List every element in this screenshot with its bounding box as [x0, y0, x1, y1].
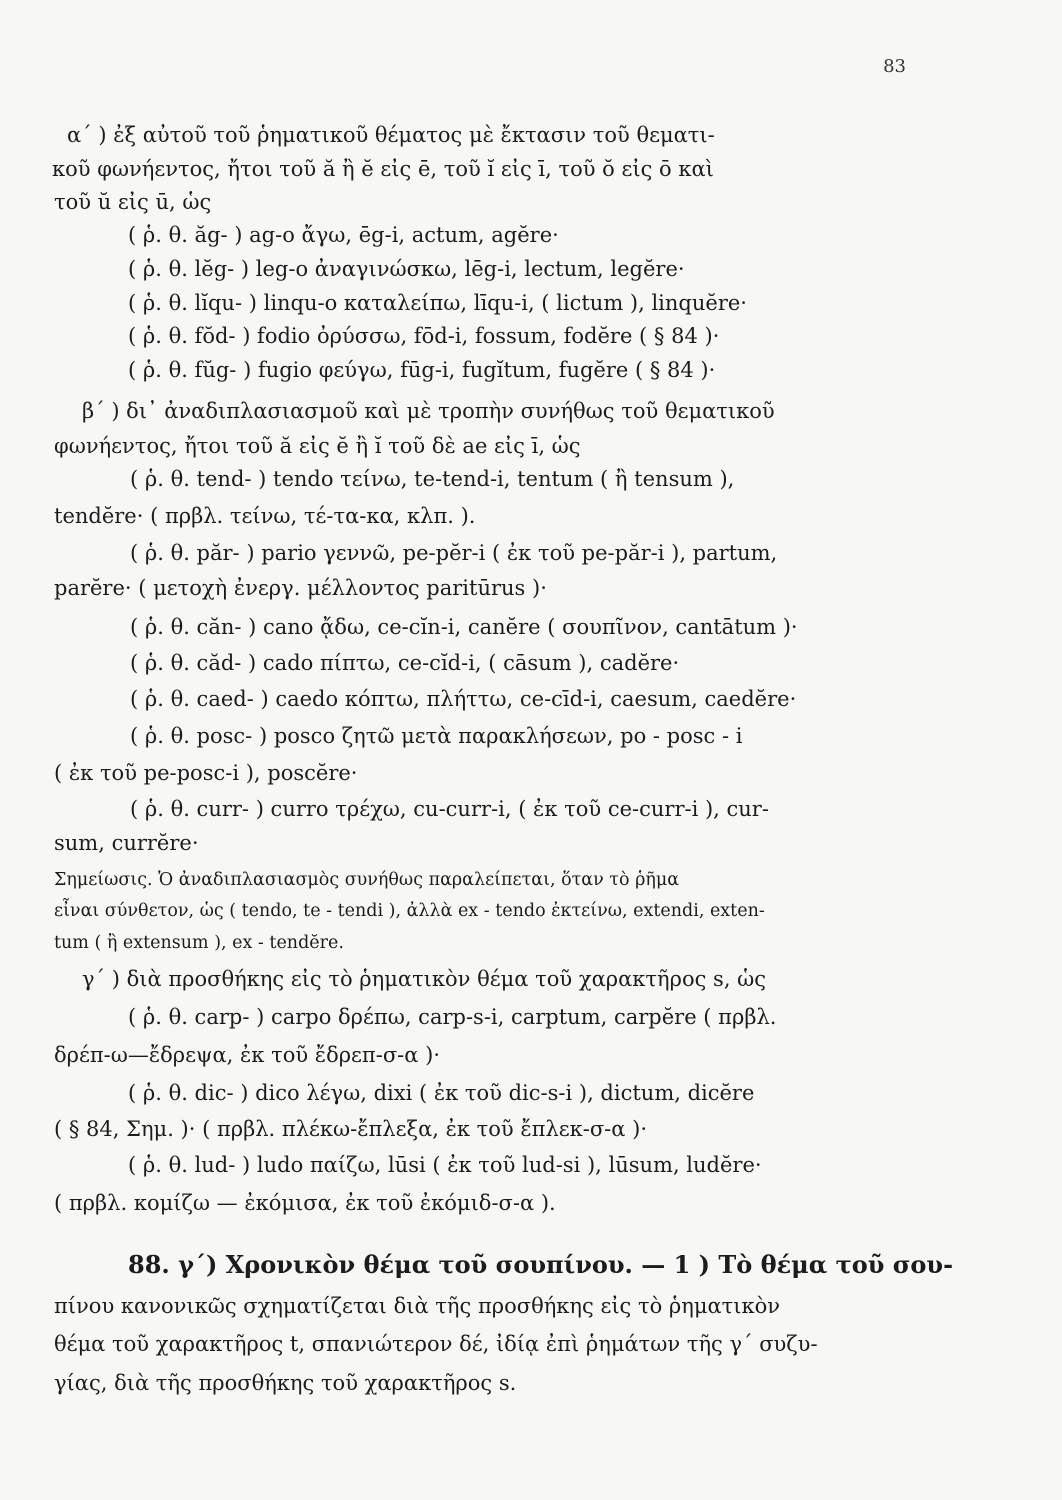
text-line: ( ῥ. θ. curr- ) curro τρέχω, cu-curr-i, ( ἐκ τοῦ ce-curr-i ), cur-	[130, 797, 769, 821]
text-line: ( ἐκ τοῦ pe-posc-i ), poscĕre·	[54, 761, 358, 785]
text-line: ( ῥ. θ. caed- ) caedo κόπτω, πλήττω, ce-cīd-i, caesum, caedĕre·	[130, 687, 797, 711]
text-line: φωνήεντος, ἤτοι τοῦ ă εἰς ĕ ἢ ĭ τοῦ δὲ ae εἰς ī, ὡς	[54, 434, 581, 458]
text-line: ( ῥ. θ. carp- ) carpo δρέπω, carp-s-i, carptum, carpĕre ( πρβλ.	[128, 1005, 777, 1029]
text-line: ( ῥ. θ. lĕg- ) leg-o ἀναγινώσκω, lēg-i, lectum, legĕre·	[128, 257, 685, 281]
text-line: θέμα τοῦ χαρακτῆρος t, σπανιώτερον δέ, ἰδίᾳ ἐπὶ ῥημάτων τῆς γ΄ συζυ-	[54, 1332, 818, 1356]
text-line: ( ῥ. θ. păr- ) pario γεννῶ, pe-pĕr-i ( ἐκ τοῦ pe-păr-i ), partum,	[130, 541, 778, 565]
text-line: ( ῥ. θ. fŏd- ) fodio ὀρύσσω, fōd-i, fossum, fodĕre ( § 84 )·	[128, 324, 720, 348]
text-line: ( ῥ. θ. lĭqu- ) linqu-o καταλείπω, līqu-i, ( lictum ), linquĕre·	[128, 291, 747, 315]
page-number: 83	[883, 56, 906, 77]
text-line: ( ῥ. θ. posc- ) posco ζητῶ μετὰ παρακλήσεων, po - posc - i	[130, 724, 743, 748]
text-line: ( ῥ. θ. tend- ) tendo τείνω, te-tend-i, tentum ( ἢ tensum ),	[130, 467, 735, 491]
text-line: ( § 84, Σημ. )· ( πρβλ. πλέκω-ἔπλεξα, ἐκ τοῦ ἔπλεκ-σ-α )·	[54, 1117, 648, 1141]
text-line: sum, currĕre·	[54, 831, 199, 855]
section-heading: 88. γ΄) Χρονικὸν θέμα τοῦ σουπίνου. — 1 ) Τὸ θέμα τοῦ σου-	[128, 1250, 954, 1279]
text-line: ( ῥ. θ. ăg- ) ag-o ἄγω, ēg-i, actum, agĕre·	[128, 223, 559, 247]
note-line: εἶναι σύνθετον, ὡς ( tendo, te - tendi ), ἀλλὰ ex - tendo ἐκτείνω, extendi, exten-	[54, 901, 765, 921]
text-line: ( ῥ. θ. fŭg- ) fugio φεύγω, fūg-i, fugĭtum, fugĕre ( § 84 )·	[128, 358, 716, 382]
text-line: parĕre· ( μετοχὴ ἐνεργ. μέλλοντος paritūrus )·	[54, 576, 547, 600]
text-line: ( ῥ. θ. dic- ) dico λέγω, dixi ( ἐκ τοῦ dic-s-i ), dictum, dicĕre	[128, 1081, 755, 1105]
text-line: κοῦ φωνήεντος, ἤτοι τοῦ ă ἢ ĕ εἰς ē, τοῦ ĭ εἰς ī, τοῦ ŏ εἰς ō καὶ	[52, 157, 714, 181]
text-line: ( πρβλ. κομίζω — ἐκόμισα, ἐκ τοῦ ἐκόμιδ-σ-α ).	[54, 1191, 556, 1215]
text-line: δρέπ-ω—ἔδρεψα, ἐκ τοῦ ἔδρεπ-σ-α )·	[54, 1043, 440, 1067]
text-line: γίας, διὰ τῆς προσθήκης τοῦ χαρακτῆρος s.	[54, 1371, 517, 1395]
text-line: γ΄ ) διὰ προσθήκης εἰς τὸ ῥηματικὸν θέμα τοῦ χαρακτῆρος s, ὡς	[82, 967, 767, 991]
note-line: tum ( ἢ extensum ), ex - tendĕre.	[54, 933, 344, 953]
text-line: α΄ ) ἐξ αὐτοῦ τοῦ ῥηματικοῦ θέματος μὲ ἔκτασιν τοῦ θεματι-	[67, 123, 715, 147]
text-line: β΄ ) δι᾽ ἀναδιπλασιασμοῦ καὶ μὲ τροπὴν συνήθως τοῦ θεματικοῦ	[82, 399, 775, 423]
text-line: πίνου κανονικῶς σχηματίζεται διὰ τῆς προσθήκης εἰς τὸ ῥηματικὸν	[54, 1294, 781, 1318]
text-line: ( ῥ. θ. căd- ) cado πίπτω, ce-cĭd-i, ( cāsum ), cadĕre·	[130, 651, 680, 675]
text-line: tendĕre· ( πρβλ. τείνω, τέ-τα-κα, κλπ. ).	[54, 504, 476, 528]
text-line: τοῦ ŭ εἰς ū, ὡς	[54, 190, 212, 214]
note-line: Σημείωσις. Ὁ ἀναδιπλασιασμὸς συνήθως παραλείπεται, ὅταν τὸ ῥῆμα	[54, 870, 680, 890]
text-line: ( ῥ. θ. căn- ) cano ᾄδω, ce-cĭn-i, canĕre ( σουπῖνον, cantātum )·	[130, 615, 798, 639]
text-line: ( ῥ. θ. lud- ) ludo παίζω, lūsi ( ἐκ τοῦ lud-si ), lūsum, ludĕre·	[128, 1153, 762, 1177]
